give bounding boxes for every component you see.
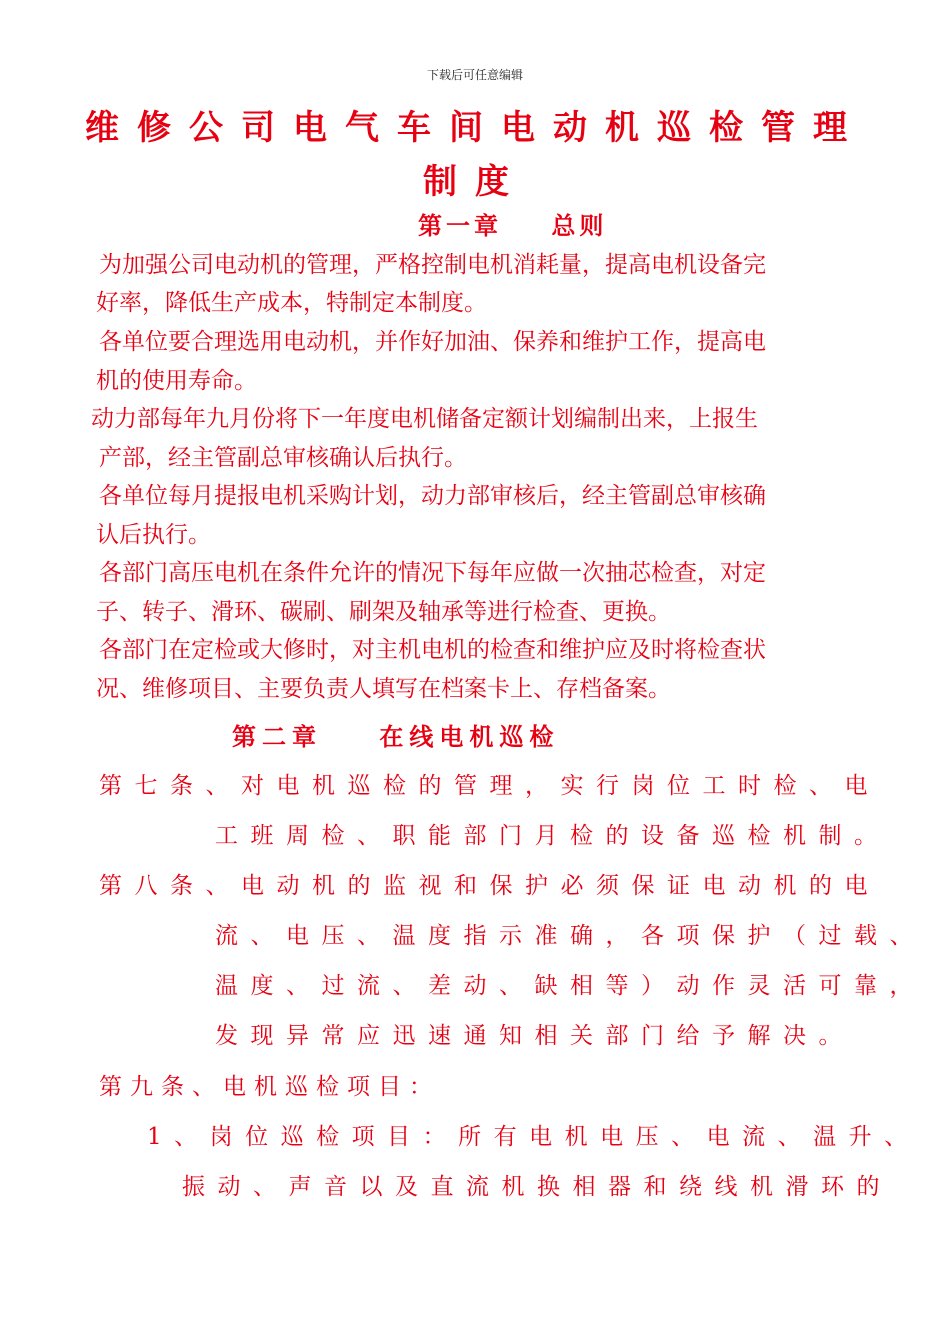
article7-line1: 第七条、对电机巡检的管理，实行岗位工时检、电 xyxy=(99,773,880,799)
article9-line1: 第九条、电机巡检项目： xyxy=(99,1074,440,1100)
document-title-line1: 维修公司电气车间电动机巡检管理 xyxy=(85,108,865,148)
article8-line4: 发现异常应迅速通知相关部门给予解决。 xyxy=(215,1023,854,1049)
item1-line1: 1、岗位巡检项目：所有电机电压、电流、温升、 xyxy=(147,1124,920,1150)
article8-line2: 流、电压、温度指示准确，各项保护（过载、 xyxy=(215,923,925,949)
ch1-p3-line2: 产部，经主管副总审核确认后执行。 xyxy=(99,445,467,471)
chapter2-heading: 第二章 在线电机巡检 xyxy=(232,722,560,751)
chapter1-heading: 第一章 总则 xyxy=(418,211,608,240)
ch1-p4-line2: 认后执行。 xyxy=(96,522,211,548)
ch1-p4-line1: 各单位每月提报电机采购计划，动力部审核后，经主管副总审核确 xyxy=(99,483,766,509)
header-note: 下载后可任意编辑 xyxy=(426,68,523,82)
ch1-p6-line2: 况、维修项目、主要负责人填写在档案卡上、存档备案。 xyxy=(96,676,671,702)
ch1-p1-line2: 好率，降低生产成本，特制定本制度。 xyxy=(96,290,487,316)
article8-line3: 温度、过流、差动、缺相等）动作灵活可靠， xyxy=(215,973,925,999)
ch1-p5-line2: 子、转子、滑环、碳刷、刷架及轴承等进行检查、更换。 xyxy=(96,599,671,625)
ch1-p1-line1: 为加强公司电动机的管理，严格控制电机消耗量，提高电机设备完 xyxy=(99,252,766,278)
ch1-p2-line2: 机的使用寿命。 xyxy=(96,368,257,394)
document-title-line2: 制度 xyxy=(423,162,527,202)
ch1-p5-line1: 各部门高压电机在条件允许的情况下每年应做一次抽芯检查，对定 xyxy=(99,560,766,586)
article7-line2: 工班周检、职能部门月检的设备巡检机制。 xyxy=(215,823,890,849)
article8-line1: 第八条、电动机的监视和保护必须保证电动机的电 xyxy=(99,873,880,899)
ch1-p2-line1: 各单位要合理选用电动机，并作好加油、保养和维护工作，提高电 xyxy=(99,329,766,355)
item1-line2: 振动、声音以及直流机换相器和绕线机滑环的 xyxy=(182,1174,892,1200)
ch1-p6-line1: 各部门在定检或大修时，对主机电机的检查和维护应及时将检查状 xyxy=(99,637,766,663)
ch1-p3-line1: 动力部每年九月份将下一年度电机储备定额计划编制出来，上报生 xyxy=(91,406,758,432)
